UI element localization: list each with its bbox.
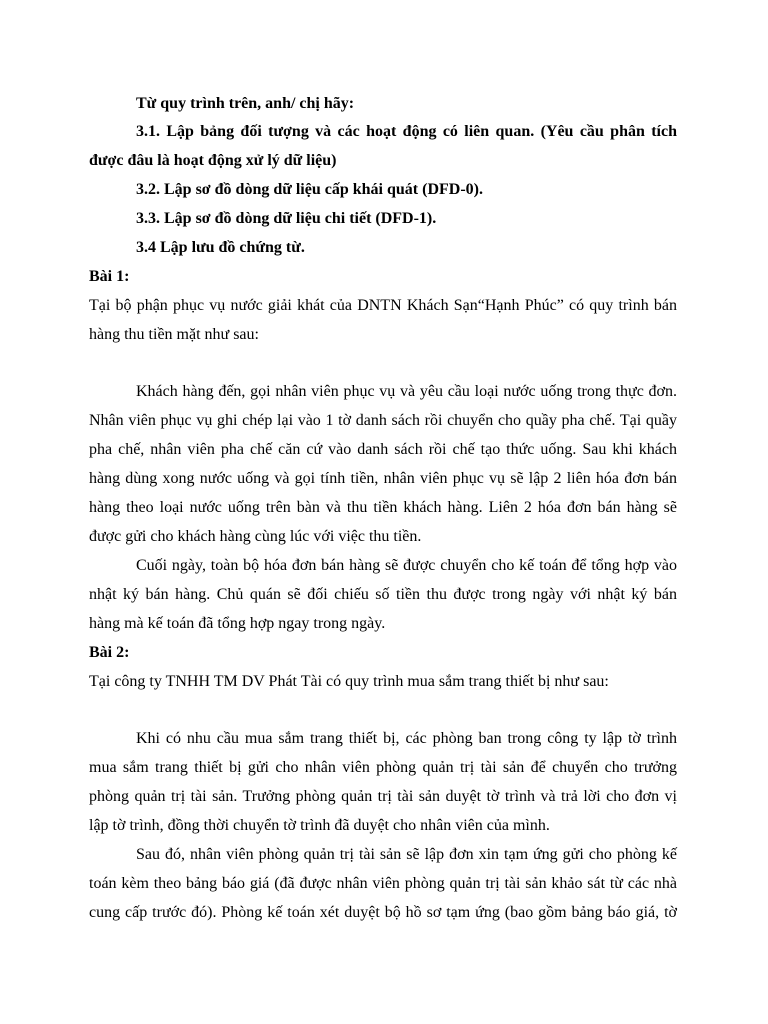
tasks-intro: Từ quy trình trên, anh/ chị hãy: xyxy=(136,95,355,112)
bai1-intro-line-1: Tại bộ phận phục vụ nước giải khát của DNTN Khách Sạn“Hạnh Phúc” có quy trình bán xyxy=(89,297,677,314)
bai2-intro: Tại công ty TNHH TM DV Phát Tài có quy trình mua sắm trang thiết bị như sau: xyxy=(89,673,609,690)
task-3-4: 3.4 Lập lưu đồ chứng từ. xyxy=(136,239,305,256)
bai2-p1-line-4: lập tờ trình, đồng thời chuyển tờ trình đã duyệt cho nhân viên của mình. xyxy=(89,817,550,834)
bai1-p1-line-3: pha chế, nhân viên pha chế căn cứ vào danh sách rồi chế tạo thức uống. Sau khi khách xyxy=(89,441,677,458)
bai1-p2-line-1: Cuối ngày, toàn bộ hóa đơn bán hàng sẽ được chuyển cho kế toán để tổng hợp vào xyxy=(136,557,677,574)
task-3-2: 3.2. Lập sơ đồ dòng dữ liệu cấp khái quát (DFD-0). xyxy=(136,181,483,198)
bai1-p1-line-5: hàng theo loại nước uống trên bàn và thu tiền khách hàng. Liên 2 hóa đơn bán hàng sẽ xyxy=(89,499,677,516)
bai1-p1-line-2: Nhân viên phục vụ ghi chép lại vào 1 tờ danh sách rồi chuyển cho quầy pha chế. Tại quầy xyxy=(89,412,677,429)
bai2-p2-line-2: toán kèm theo bảng báo giá (đã được nhân viên phòng quản trị tài sản khảo sát từ các nhà xyxy=(89,875,677,892)
bai1-intro-line-2: hàng thu tiền mặt như sau: xyxy=(89,326,259,343)
bai1-p1-line-4: hàng dùng xong nước uống và gọi tính tiền, nhân viên phục vụ sẽ lập 2 liên hóa đơn bán xyxy=(89,470,677,487)
task-3-1-line-1: 3.1. Lập bảng đối tượng và các hoạt động có liên quan. (Yêu cầu phân tích xyxy=(136,123,677,140)
bai2-p2-line-3: cung cấp trước đó). Phòng kế toán xét duyệt bộ hồ sơ tạm ứng (bao gồm bảng báo giá, tờ xyxy=(89,904,677,921)
bai2-p1-line-3: phòng quản trị tài sản. Trưởng phòng quản trị tài sản duyệt tờ trình và trả lời cho đơn vị xyxy=(89,788,677,805)
bai1-p2-line-2: nhật ký bán hàng. Chủ quán sẽ đối chiếu số tiền thu được trong ngày với nhật ký bán xyxy=(89,586,677,603)
bai2-p1-line-1: Khi có nhu cầu mua sắm trang thiết bị, các phòng ban trong công ty lập tờ trình xyxy=(136,730,677,747)
bai2-heading: Bài 2: xyxy=(89,644,130,661)
bai1-p1-line-6: được gửi cho khách hàng cùng lúc với việc thu tiền. xyxy=(89,528,422,545)
bai1-heading: Bài 1: xyxy=(89,268,130,285)
task-3-3: 3.3. Lập sơ đồ dòng dữ liệu chi tiết (DFD-1). xyxy=(136,210,437,227)
bai2-p1-line-2: mua sắm trang thiết bị gửi cho nhân viên phòng quản trị tài sản để chuyển cho trưởng xyxy=(89,759,677,776)
bai1-p2-line-3: hàng mà kế toán đã tổng hợp ngay trong ngày. xyxy=(89,615,386,632)
bai1-p1-line-1: Khách hàng đến, gọi nhân viên phục vụ và yêu cầu loại nước uống trong thực đơn. xyxy=(136,383,677,400)
task-3-1-line-2: được đâu là hoạt động xử lý dữ liệu) xyxy=(89,152,337,169)
bai2-p2-line-1: Sau đó, nhân viên phòng quản trị tài sản sẽ lập đơn xin tạm ứng gửi cho phòng kế xyxy=(136,846,677,863)
